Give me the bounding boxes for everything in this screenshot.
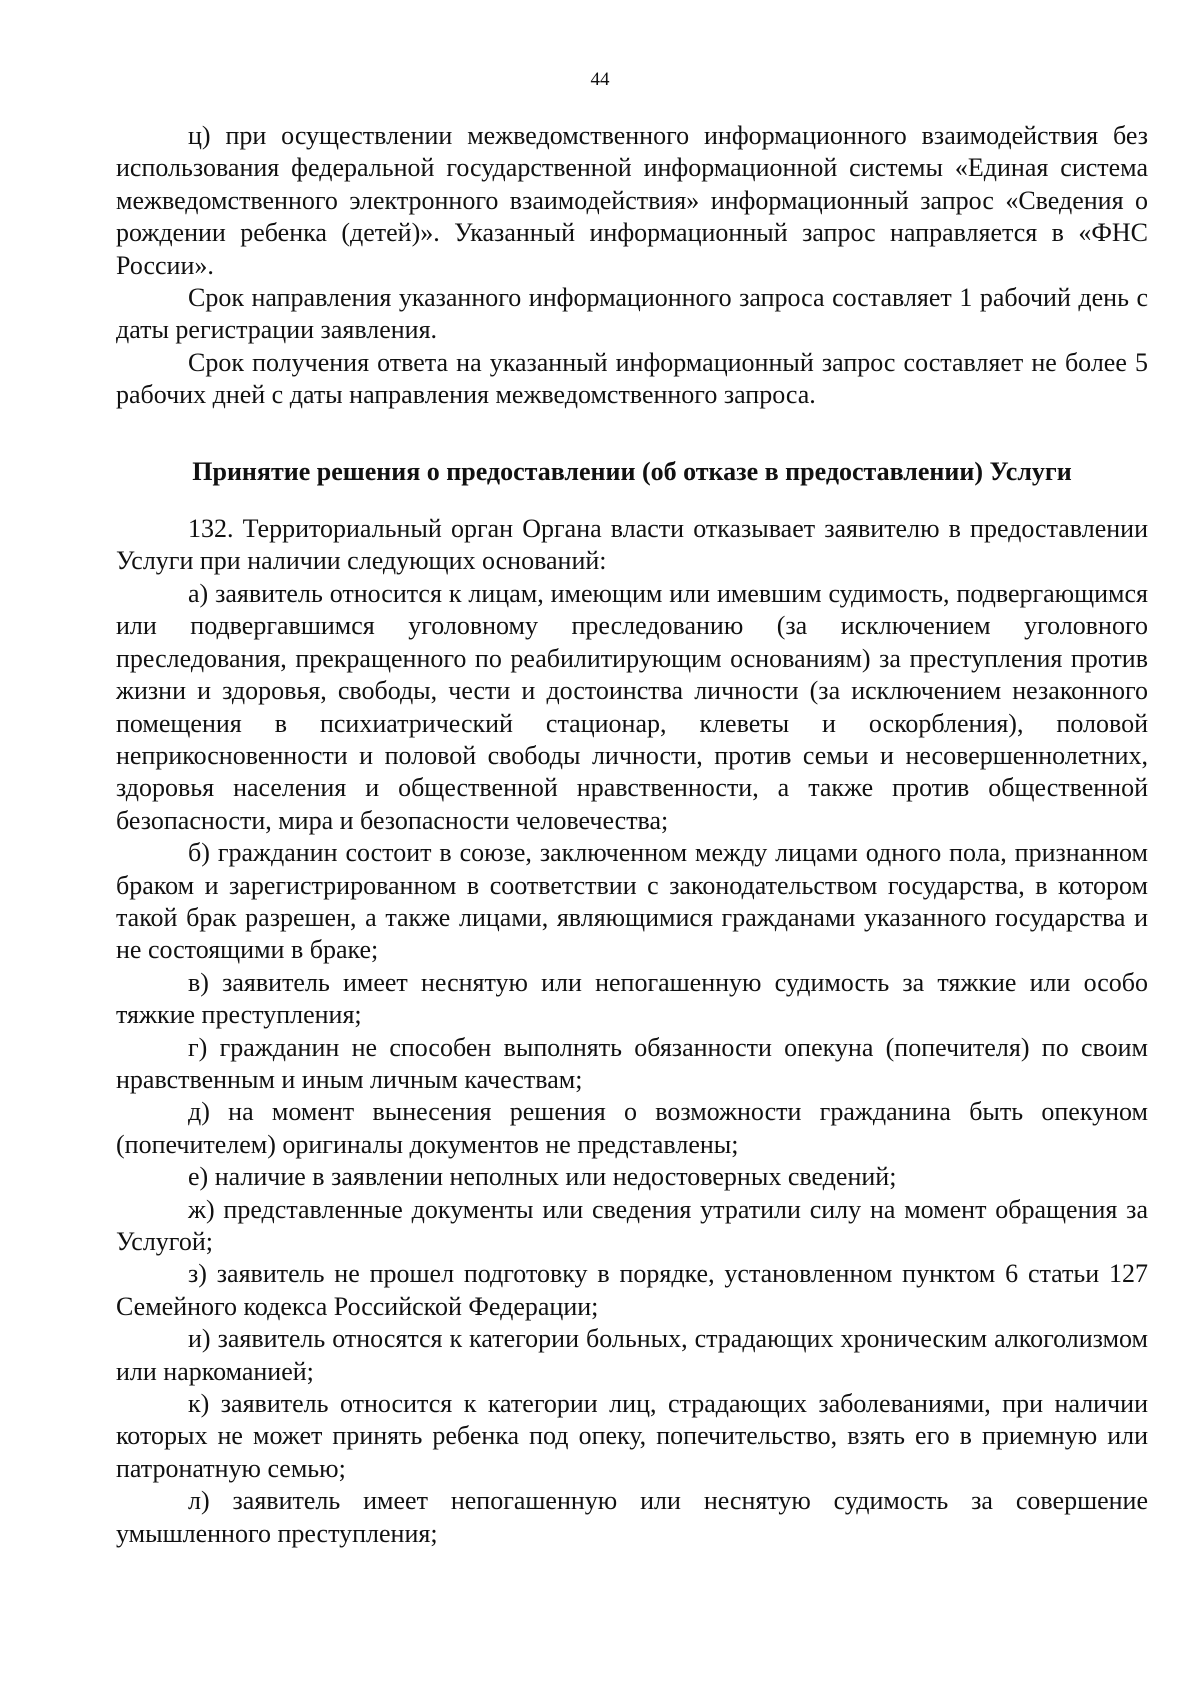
- list-item-e: е) наличие в заявлении неполных или недостоверных сведений;: [188, 1162, 897, 1192]
- section-heading: Принятие решения о предоставлении (об отказе в предоставлении) Услуги: [192, 456, 1072, 486]
- list-item-d: д) на момент вынесения решения о возможности гражданина быть опекуном (попечителем) оригиналы документов не представлены;: [116, 1097, 1148, 1159]
- list-item-k: к) заявитель относится к категории лиц, страдающих заболеваниями, при наличии которых не может принять ребенка под опеку, попечительство, взять его в приемную или патронатную семью;: [116, 1389, 1148, 1483]
- document-body: [116, 120, 1148, 1550]
- list-item-l: л) заявитель имеет непогашенную или неснятую судимость за совершение умышленного преступления;: [116, 1486, 1148, 1548]
- paragraph-clause-132: 132. Территориальный орган Органа власти отказывает заявителю в предоставлении Услуги при наличии следующих оснований:: [116, 514, 1148, 576]
- list-item-v: в) заявитель имеет неснятую или непогашенную судимость за тяжкие или особо тяжкие преступления;: [116, 967, 1148, 1030]
- paragraph-response-deadline: Срок получения ответа на указанный информационный запрос составляет не более 5 рабочих дней с даты направления межведомственного запроса.: [116, 347, 1148, 410]
- list-item-i: и) заявитель относятся к категории больных, страдающих хроническим алкоголизмом или наркоманией;: [116, 1324, 1148, 1386]
- paragraph-item-ts: ц) при осуществлении межведомственного информационного взаимодействия без использования федеральной государственной информационной системы «Единая система межведомственного электронного взаимодействия» информационный запрос «Сведения о рождении ребенка (детей)». Указанный информационный запрос направляется в «ФНС России».: [116, 121, 1148, 280]
- paragraph-request-deadline: Срок направления указанного информационного запроса составляет 1 рабочий день с даты регистрации заявления.: [116, 283, 1148, 345]
- list-item-a: а) заявитель относится к лицам, имеющим или имевшим судимость, подвергающимся или подвергавшимся уголовному преследованию (за исключением уголовного преследования, прекращенного по реабилитирующим основаниям) за преступления против жизни и здоровья, свободы, чести и достоинства личности (за исключением незаконного помещения в психиатрический стационар, клеветы и оскорбления), половой неприкосновенности и половой свободы личности, против семьи и несовершеннолетних, здоровья населения и общественной нравственности, а также против общественной безопасности, мира и безопасности человечества;: [116, 578, 1148, 835]
- list-item-zh: ж) представленные документы или сведения утратили силу на момент обращения за Услугой;: [116, 1194, 1148, 1256]
- list-item-g: г) гражданин не способен выполнять обязанности опекуна (попечителя) по своим нравственным и иным личным качествам;: [116, 1032, 1148, 1094]
- page-number: 44: [590, 69, 610, 90]
- list-item-b: б) гражданин состоит в союзе, заключенном между лицами одного пола, признанном браком и зарегистрированном в соответствии с законодательством государства, в котором такой брак разрешен, а также лицами, являющимися гражданами указанного государства и не состоящими в браке;: [116, 838, 1148, 965]
- list-item-z: з) заявитель не прошел подготовку в порядке, установленном пунктом 6 статьи 127 Семейного кодекса Российской Федерации;: [116, 1259, 1148, 1321]
